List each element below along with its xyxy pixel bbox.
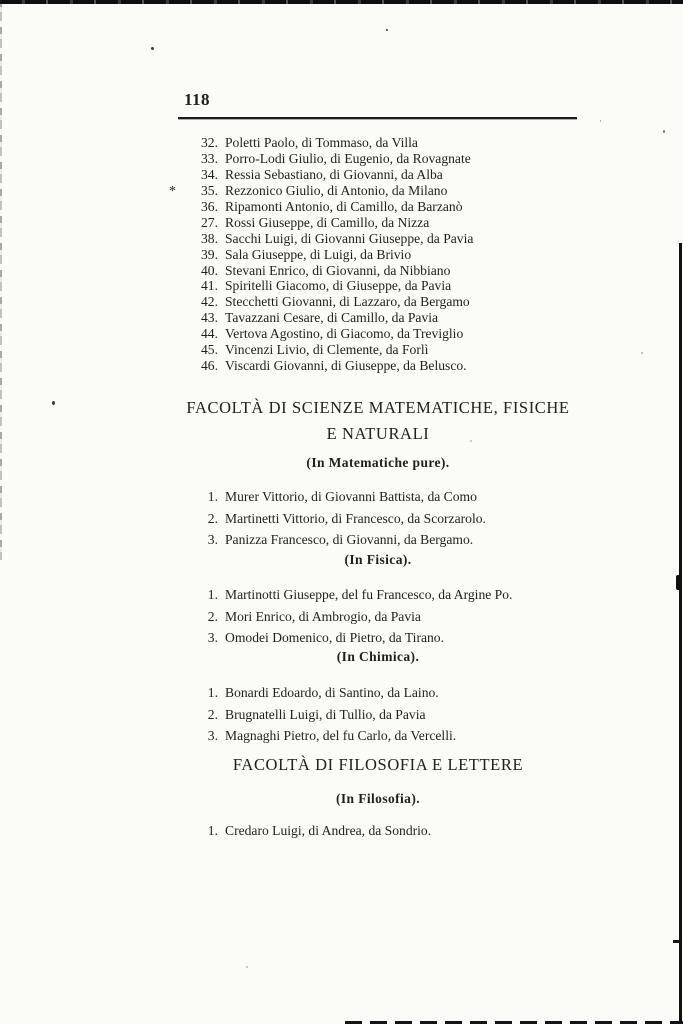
scan-noise — [246, 966, 248, 968]
item-number: 32. — [201, 135, 218, 150]
item-text: Mori Enrico, di Ambrogio, da Pavia — [225, 608, 421, 624]
item-number: 35. — [201, 182, 218, 198]
item-number: 1. — [207, 489, 218, 504]
item-text: Vertova Agostino, di Giacomo, da Treviglio — [225, 326, 464, 342]
scan-noise — [386, 29, 388, 31]
item-text: Spiritelli Giacomo, di Giuseppe, da Pavia — [225, 278, 452, 294]
item-text: Martinetti Vittorio, di Francesco, da Scorzarolo. — [225, 510, 486, 526]
item-number: 1. — [207, 823, 218, 838]
item-number: 41. — [201, 278, 218, 294]
margin-asterisk: * — [169, 184, 176, 199]
list-item — [178, 135, 578, 151]
list-item — [178, 247, 578, 263]
list-item — [178, 584, 578, 606]
list-item — [178, 682, 578, 704]
item-text: Murer Vittorio, di Giovanni Battista, da Como — [225, 489, 477, 504]
graduates-list-continued — [178, 135, 578, 374]
scan-noise — [641, 352, 643, 354]
subsection-heading-filosofia: (In Filosofia). — [335, 791, 420, 806]
list-item — [178, 486, 578, 508]
item-number: 36. — [201, 198, 218, 214]
subsection-heading-matematiche: (In Matematiche pure). — [306, 455, 450, 470]
list-item — [178, 820, 578, 842]
item-text: Tavazzani Cesare, di Camillo, da Pavia — [225, 310, 439, 326]
header-rule — [178, 117, 577, 119]
scan-noise — [663, 130, 665, 133]
heading-line: E NATURALI — [326, 424, 430, 443]
item-text: Magnaghi Pietro, del fu Carlo, da Vercelli. — [225, 728, 457, 744]
item-number: 3. — [207, 630, 218, 646]
list-item — [178, 508, 578, 530]
fisica-list — [178, 584, 578, 649]
item-text: Rossi Giuseppe, di Camillo, da Nizza — [225, 214, 430, 230]
item-text: Omodei Domenico, di Pietro, da Tirano. — [225, 630, 444, 646]
heading-line: FACOLTÀ DI FILOSOFIA E LETTERE — [232, 755, 524, 774]
list-item — [178, 183, 578, 199]
filosofia-list — [178, 820, 578, 842]
list-item — [178, 606, 578, 628]
scan-border-left — [0, 0, 2, 560]
item-text: Brugnatelli Luigi, di Tullio, da Pavia — [225, 706, 426, 722]
list-item — [178, 278, 578, 294]
item-number: 42. — [201, 294, 218, 310]
item-number: 45. — [201, 342, 218, 358]
scan-border-right-tick — [673, 940, 681, 943]
item-number: 34. — [201, 166, 218, 182]
item-text: Ripamonti Antonio, di Camillo, da Barzanò — [225, 198, 463, 214]
item-text: Stecchetti Giovanni, di Lazzaro, da Bergamo — [225, 294, 470, 310]
list-item — [178, 215, 578, 231]
subsection-heading-chimica: (In Chimica). — [336, 649, 420, 664]
list-item — [178, 199, 578, 215]
item-text: Bonardi Edoardo, di Santino, da Laino. — [225, 685, 439, 700]
matematiche-list — [178, 486, 578, 551]
list-item — [178, 326, 578, 342]
list-item — [178, 310, 578, 326]
item-text: Sala Giuseppe, di Luigi, da Brivio — [225, 246, 412, 262]
chimica-list — [178, 682, 578, 747]
faculty-heading-scienze — [178, 395, 578, 447]
scan-noise — [52, 401, 55, 405]
list-item — [178, 725, 578, 747]
item-number: 1. — [207, 587, 218, 602]
item-number: 44. — [201, 326, 218, 342]
item-number: 46. — [201, 358, 218, 374]
list-item — [178, 358, 578, 374]
page-number: 118 — [184, 90, 211, 109]
item-text: Vincenzi Livio, di Clemente, da Forlì — [225, 342, 429, 358]
item-text: Porro-Lodi Giulio, di Eugenio, da Rovagnate — [225, 150, 471, 166]
item-number: 2. — [207, 510, 218, 526]
item-number: 1. — [207, 685, 218, 700]
item-text: Sacchi Luigi, di Giovanni Giuseppe, da Pavia — [225, 230, 474, 246]
item-text: Stevani Enrico, di Giovanni, da Nibbiano — [225, 262, 451, 278]
item-number: 33. — [201, 150, 218, 166]
item-text: Ressia Sebastiano, di Giovanni, da Alba — [225, 166, 443, 182]
list-item — [178, 231, 578, 247]
scan-border-right-nub — [676, 575, 682, 590]
item-number: 39. — [201, 246, 218, 262]
item-number: 3. — [207, 532, 218, 548]
heading-line: FACOLTÀ DI SCIENZE MATEMATICHE, FISICHE — [186, 398, 570, 417]
subsection-heading-fisica: (In Fisica). — [344, 552, 412, 567]
scan-noise — [600, 120, 601, 122]
item-number: 40. — [201, 262, 218, 278]
list-item — [178, 342, 578, 358]
item-number: 43. — [201, 310, 218, 326]
item-text: Panizza Francesco, di Giovanni, da Bergamo. — [225, 532, 474, 548]
item-text: Martinotti Giuseppe, del fu Francesco, da Argine Po. — [225, 587, 513, 602]
list-item — [178, 167, 578, 183]
item-text: Poletti Paolo, di Tommaso, da Villa — [225, 135, 418, 150]
faculty-heading-filosofia — [178, 752, 578, 778]
scan-noise — [151, 47, 154, 50]
list-item — [178, 529, 578, 551]
scan-border-top — [0, 0, 683, 4]
list-item — [178, 294, 578, 310]
item-number: 2. — [207, 706, 218, 722]
list-item — [178, 263, 578, 279]
list-item — [178, 704, 578, 726]
item-text: Rezzonico Giulio, di Antonio, da Milano — [225, 182, 448, 198]
item-text: Viscardi Giovanni, di Giuseppe, da Belusco. — [225, 358, 467, 374]
item-number: 3. — [207, 728, 218, 744]
list-item — [178, 627, 578, 649]
item-number: 27. — [201, 214, 218, 230]
item-number: 2. — [207, 608, 218, 624]
item-number: 38. — [201, 230, 218, 246]
list-item — [178, 151, 578, 167]
scan-border-right — [679, 243, 682, 1024]
item-text: Credaro Luigi, di Andrea, da Sondrio. — [225, 823, 432, 838]
